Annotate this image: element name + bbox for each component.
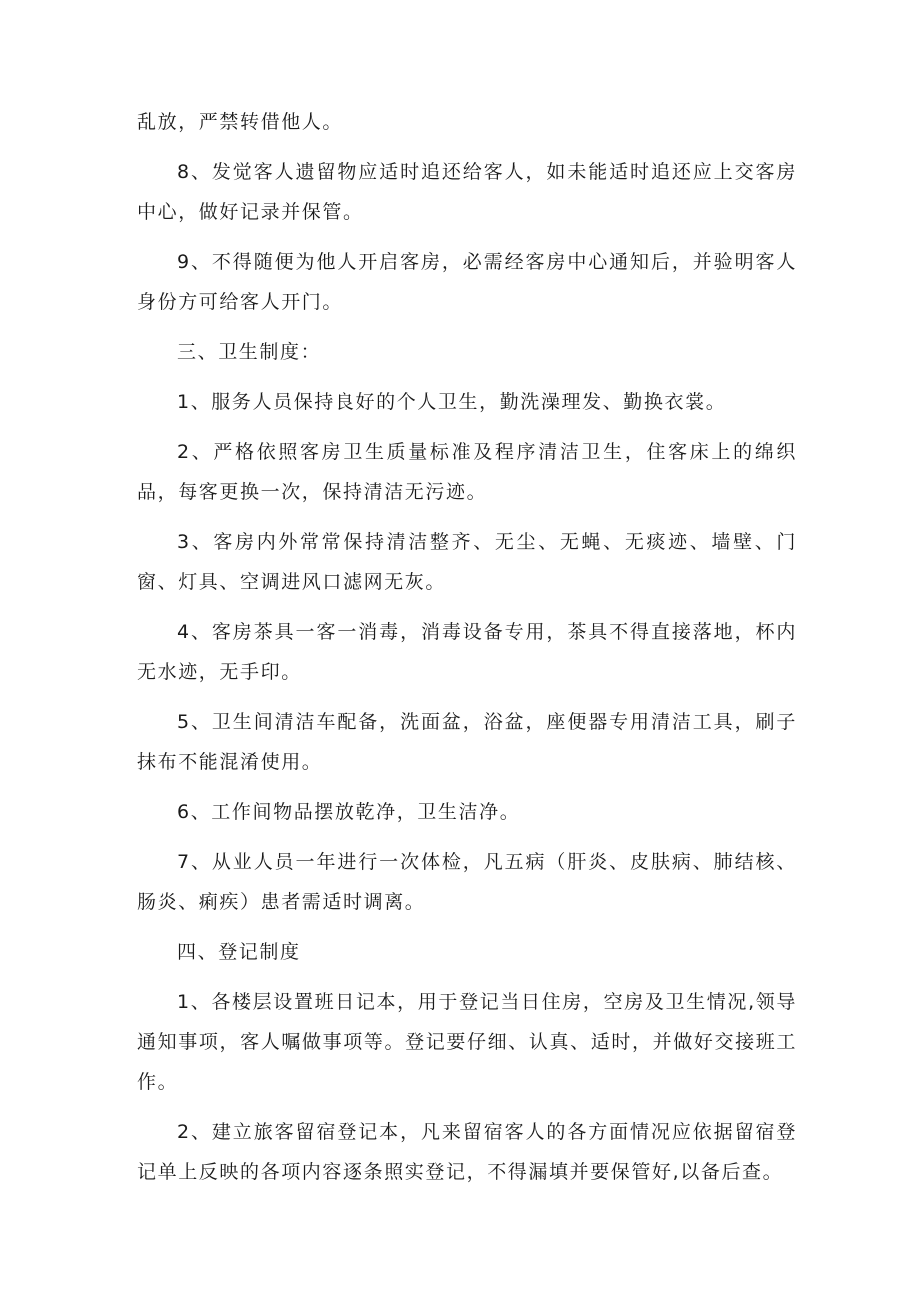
hygiene-item-1: 1、服务人员保持良好的个人卫生，勤洗澡理发、勤换衣裳。 bbox=[177, 391, 727, 413]
hygiene-item-7: 7、从业人员一年进行一次体检，凡五病（肝炎、皮肤病、肺结核、肠炎、痢疾）患者需适时调离。 bbox=[137, 851, 797, 913]
hygiene-item-4: 4、客房茶具一客一消毒，消毒设备专用，茶具不得直接落地，杯内无水迹，无手印。 bbox=[137, 621, 797, 683]
hygiene-item-3: 3、客房内外常常保持清洁整齐、无尘、无蝇、无痰迹、墙壁、门窗、灯具、空调进风口滤网无灰。 bbox=[137, 531, 797, 593]
section-heading-registration: 四、登记制度 bbox=[177, 941, 301, 963]
section-heading-hygiene: 三、卫生制度： bbox=[177, 341, 322, 363]
paragraph-continuation: 乱放，严禁转借他人。 bbox=[137, 111, 344, 133]
hygiene-item-6: 6、工作间物品摆放乾净，卫生洁净。 bbox=[177, 801, 521, 823]
paragraph-item-8: 8、发觉客人遗留物应适时追还给客人，如未能适时追还应上交客房中心，做好记录并保管。 bbox=[137, 161, 797, 223]
hygiene-item-5: 5、卫生间清洁车配备，洗面盆，浴盆，座便器专用清洁工具，刷子抹布不能混淆使用。 bbox=[137, 711, 797, 773]
registration-item-2: 2、建立旅客留宿登记本，凡来留宿客人的各方面情况应依据留宿登记单上反映的各项内容逐条照实登记，不得漏填并要保管好,以备后查。 bbox=[137, 1121, 797, 1183]
registration-item-1: 1、各楼层设置班日记本，用于登记当日住房，空房及卫生情况,领导通知事项，客人嘱做事项等。登记要仔细、认真、适时，并做好交接班工作。 bbox=[137, 991, 797, 1093]
paragraph-item-9: 9、不得随便为他人开启客房，必需经客房中心通知后，并验明客人身份方可给客人开门。 bbox=[137, 251, 797, 313]
hygiene-item-2: 2、严格依照客房卫生质量标准及程序清洁卫生，住客床上的绵织品，每客更换一次，保持清洁无污迹。 bbox=[137, 441, 797, 503]
